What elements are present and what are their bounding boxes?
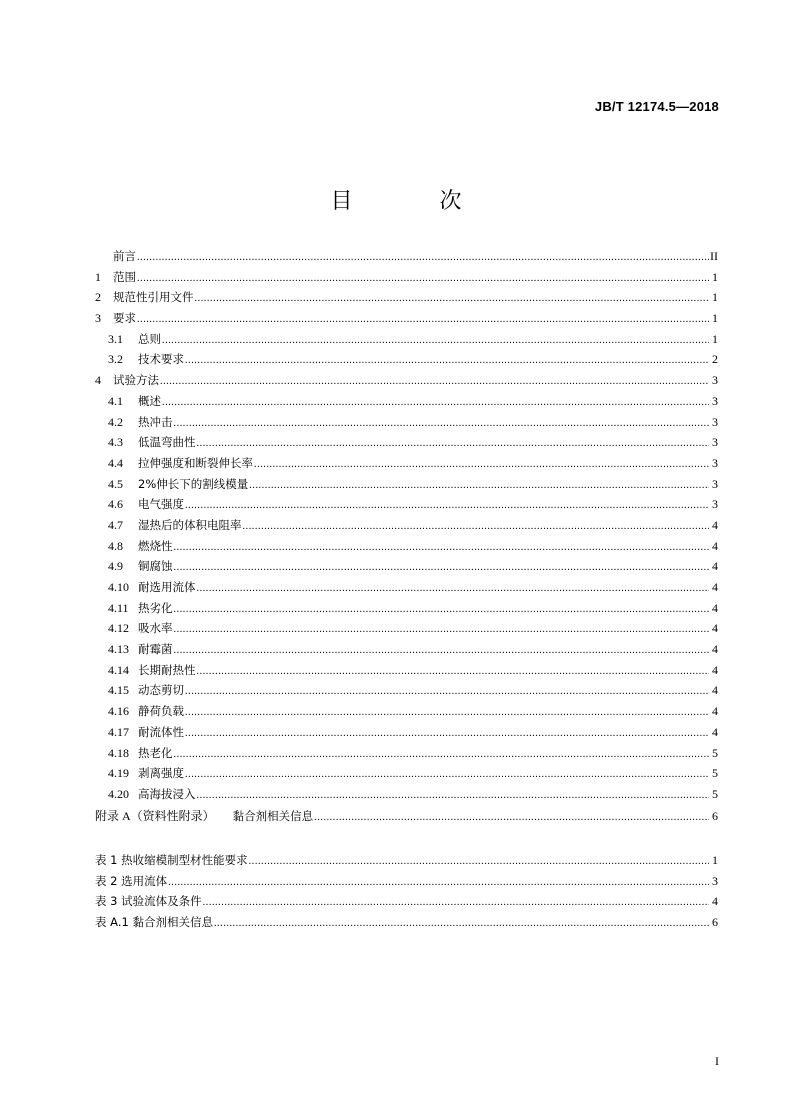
toc-entry-number: 附录 A（资料性附录） (95, 808, 215, 823)
toc-entry-label: 铜腐蚀 (138, 559, 173, 574)
toc-entry-label: 拉伸强度和断裂伸长率 (138, 455, 253, 470)
toc-entry-number: 4.16 (108, 704, 129, 719)
dot-leader (314, 812, 709, 823)
toc-entry-number: 4.11 (108, 600, 129, 615)
dot-leader (174, 749, 710, 760)
toc-entry[interactable] (95, 786, 718, 807)
dot-leader (174, 562, 710, 573)
toc-entry[interactable] (95, 558, 718, 579)
toc-entry-number: 4.2 (108, 414, 123, 429)
toc-entry[interactable] (95, 310, 718, 331)
toc-entry-number: 4.10 (108, 580, 129, 594)
toc-page-number: 3 (712, 497, 718, 512)
toc-entry-number: 4.15 (108, 683, 129, 698)
toc-entry[interactable] (95, 538, 718, 559)
toc-page-number: II (710, 249, 718, 263)
table-list-label: 表 2 选用流体 (95, 873, 168, 888)
toc-entry[interactable] (95, 269, 718, 290)
toc-entry-number: 4 (95, 373, 101, 388)
toc-entry-number: 3 (95, 311, 101, 326)
toc-page-number: 4 (712, 559, 718, 574)
toc-entry-label: 热冲击 (138, 414, 173, 429)
toc-entry-label: 耐选用流体 (138, 580, 196, 594)
toc-entry-number: 4.5 (108, 476, 123, 491)
toc-page-number: 6 (712, 808, 718, 823)
toc-entry[interactable] (95, 248, 718, 269)
toc-entry[interactable] (95, 393, 718, 414)
table-list-label: 表 A.1 黏合剂相关信息 (95, 915, 213, 930)
dot-leader (160, 376, 709, 387)
toc-entry-label: 静荷负载 (138, 704, 184, 719)
toc-entry[interactable] (95, 682, 718, 703)
dot-leader (185, 686, 709, 697)
dot-leader (168, 877, 709, 888)
dot-leader (197, 790, 710, 801)
toc-entry[interactable] (95, 351, 718, 372)
toc-entry-label: 试验方法 (113, 373, 159, 388)
table-list-entry[interactable] (95, 873, 718, 894)
dot-leader (174, 542, 710, 553)
toc-page-number: 3 (712, 476, 718, 491)
toc-page-number: 1 (712, 269, 718, 284)
toc-page-number: 4 (712, 704, 718, 719)
toc-entry[interactable] (95, 496, 718, 517)
table-list-entry[interactable] (95, 893, 718, 914)
toc-entry[interactable] (95, 641, 718, 662)
toc-entry-label: 湿热后的体积电阻率 (138, 517, 242, 532)
toc-entry-label: 动态剪切 (138, 683, 184, 698)
toc-entry[interactable] (95, 662, 718, 683)
toc-entry[interactable] (95, 455, 718, 476)
toc-page-number: 1 (712, 331, 718, 346)
toc-page-number: 2 (712, 352, 718, 367)
toc-entry[interactable] (95, 289, 718, 310)
dot-leader (185, 769, 709, 780)
toc-page-number: 3 (712, 393, 718, 408)
table-of-contents (95, 248, 718, 827)
toc-entry-number: 4.20 (108, 786, 129, 801)
toc-entry-label: 热老化 (138, 745, 173, 760)
dot-leader (137, 252, 709, 263)
page-title: 目 次 (330, 189, 502, 214)
toc-entry[interactable] (95, 765, 718, 786)
standard-code: JB/T 12174.5—2018 (594, 99, 719, 114)
toc-entry-number: 4.12 (108, 621, 129, 636)
toc-page-number: 4 (712, 538, 718, 553)
toc-entry-label: 耐流体性 (138, 724, 184, 739)
toc-entry-label: 吸水率 (138, 621, 173, 636)
toc-entry[interactable] (95, 331, 718, 352)
toc-entry-label: 前言 (113, 249, 136, 263)
toc-entry-number: 4.19 (108, 766, 129, 781)
dot-leader (197, 438, 710, 449)
toc-page-number: 5 (712, 786, 718, 801)
toc-entry-number: 4.7 (108, 517, 123, 532)
toc-entry[interactable] (95, 579, 718, 600)
dot-leader (249, 856, 709, 867)
toc-entry-label: 剥离强度 (138, 766, 184, 781)
toc-entry[interactable] (95, 620, 718, 641)
toc-page-number: 3 (712, 414, 718, 429)
toc-entry-label: 2%伸长下的割线模量 (138, 476, 249, 491)
dot-leader (197, 583, 710, 594)
dot-leader (185, 707, 709, 718)
toc-entry[interactable] (95, 807, 718, 828)
dot-leader (214, 918, 709, 929)
dot-leader (162, 335, 709, 346)
dot-leader (137, 273, 709, 284)
toc-entry-number: 4.18 (108, 745, 129, 760)
dot-leader (203, 897, 709, 908)
toc-page-number: 4 (712, 662, 718, 677)
toc-entry-label: 规范性引用文件 (113, 290, 194, 305)
toc-page-number: 1 (712, 311, 718, 326)
toc-entry-number: 4.14 (108, 662, 129, 677)
dot-leader (195, 293, 710, 304)
toc-entry-number: 4.1 (108, 393, 123, 408)
toc-entry-number: 3.2 (108, 352, 123, 367)
toc-entry-number: 4.17 (108, 724, 129, 739)
toc-entry[interactable] (95, 476, 718, 497)
toc-entry[interactable] (95, 372, 718, 393)
toc-entry-number: 4.13 (108, 642, 129, 657)
toc-page-number: 4 (712, 621, 718, 636)
toc-page-number: 4 (712, 580, 718, 594)
toc-page-number: 3 (712, 373, 718, 388)
toc-entry-label: 要求 (113, 311, 136, 326)
toc-entry[interactable] (95, 724, 718, 745)
toc-entry-number: 4.9 (108, 559, 123, 574)
toc-entry[interactable] (95, 745, 718, 766)
toc-page-number: 1 (712, 290, 718, 305)
dot-leader (174, 645, 710, 656)
toc-page-number: 3 (712, 435, 718, 450)
toc-entry-label: 总则 (138, 331, 161, 346)
toc-page-number: 4 (712, 724, 718, 739)
toc-page-number: 4 (712, 683, 718, 698)
toc-entry-label: 低温弯曲性 (138, 435, 196, 450)
toc-entry-number: 3.1 (108, 331, 123, 346)
toc-page-number: 3 (712, 455, 718, 470)
toc-entry-label: 电气强度 (138, 497, 184, 512)
toc-entry[interactable] (95, 434, 718, 455)
table-list-label: 表 3 试验流体及条件 (95, 894, 202, 909)
toc-entry-number: 4.6 (108, 497, 123, 512)
toc-page-number: 3 (712, 873, 718, 888)
toc-entry[interactable] (95, 703, 718, 724)
dot-leader (174, 418, 710, 429)
toc-entry-label: 耐霉菌 (138, 642, 173, 657)
toc-entry-label: 技术要求 (138, 352, 184, 367)
toc-page-number: 6 (712, 915, 718, 930)
toc-entry-label: 长期耐热性 (138, 662, 196, 677)
toc-page-number: 4 (712, 642, 718, 657)
toc-entry-number: 2 (95, 290, 101, 305)
dot-leader (162, 397, 709, 408)
toc-entry-number: 4.3 (108, 435, 123, 450)
dot-leader (249, 480, 709, 491)
toc-page-number: 1 (712, 853, 718, 867)
toc-page-number: 4 (712, 894, 718, 909)
toc-page-number: 5 (712, 745, 718, 760)
dot-leader (185, 355, 709, 366)
toc-page-number: 4 (712, 517, 718, 532)
dot-leader (254, 459, 709, 470)
page-number: I (715, 1054, 719, 1068)
dot-leader (185, 500, 709, 511)
table-list-entry[interactable] (95, 914, 718, 935)
dot-leader (174, 604, 710, 615)
toc-entry-label: 范围 (113, 269, 136, 284)
dot-leader (137, 314, 709, 325)
toc-entry-number: 1 (95, 269, 101, 284)
toc-entry-number: 4.8 (108, 538, 123, 553)
dot-leader (185, 728, 709, 739)
list-of-tables (95, 852, 718, 935)
table-list-entry[interactable] (95, 852, 718, 873)
toc-page-number: 5 (712, 766, 718, 781)
toc-entry[interactable] (95, 600, 718, 621)
dot-leader (197, 666, 710, 677)
toc-entry-label: 黏合剂相关信息 (232, 808, 314, 823)
toc-entry-label: 燃烧性 (138, 538, 173, 553)
toc-entry-label: 热劣化 (138, 600, 173, 615)
toc-entry-number: 4.4 (108, 455, 123, 470)
toc-entry-label: 高海拔浸入 (138, 786, 196, 801)
toc-page-number: 4 (712, 600, 718, 615)
table-list-label: 表 1 热收缩模制型材性能要求 (95, 853, 248, 867)
dot-leader (243, 521, 710, 532)
toc-entry-label: 概述 (138, 393, 161, 408)
dot-leader (174, 624, 710, 635)
toc-entry[interactable] (95, 517, 718, 538)
toc-entry[interactable] (95, 414, 718, 435)
